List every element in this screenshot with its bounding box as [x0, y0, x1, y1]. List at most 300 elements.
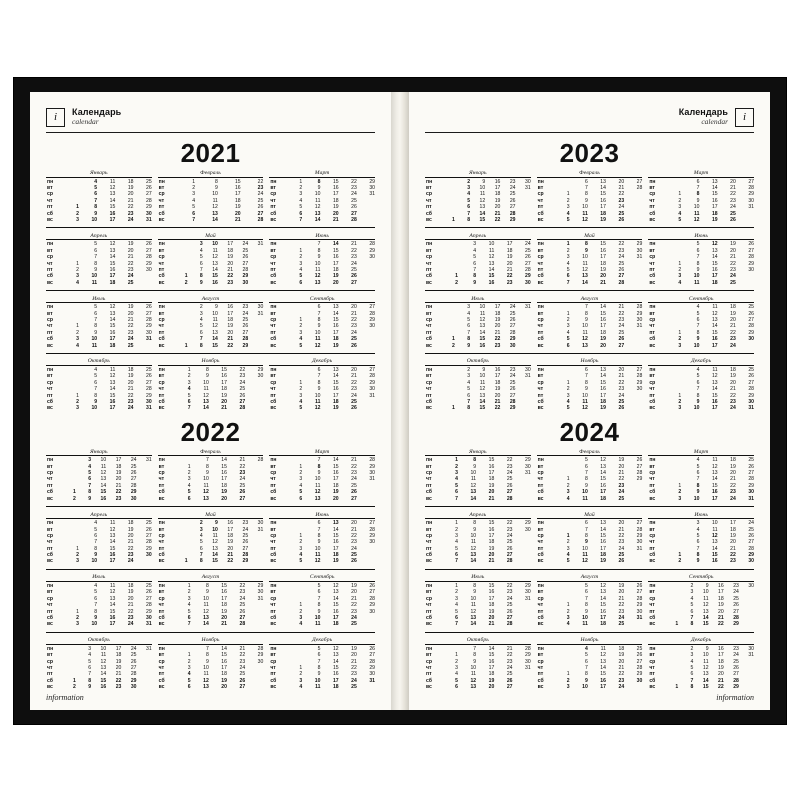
day-cell: 6 — [187, 614, 191, 621]
day-cell: 4 — [187, 386, 191, 393]
day-cell: 13 — [109, 595, 116, 602]
day-cell: 5 — [299, 342, 303, 349]
weekday-label: вс — [537, 405, 544, 412]
weekday-label: чт — [47, 197, 53, 204]
weekday-label: ср — [426, 379, 432, 386]
day-cell — [245, 621, 263, 627]
day-cell: 6 — [690, 671, 694, 678]
weekday-label: ср — [158, 595, 165, 602]
day-cell: 26 — [636, 582, 643, 589]
day-cell — [133, 558, 151, 564]
weekday-label: чт — [537, 260, 544, 267]
day-cell: 19 — [711, 216, 718, 223]
weekday-label: вс — [537, 279, 544, 286]
day-cell: 4 — [192, 197, 196, 204]
day-cell: 11 — [479, 191, 486, 198]
weekday-label: ср — [47, 191, 53, 198]
day-cell: 10 — [582, 545, 588, 552]
day-cell: 2 — [455, 526, 458, 533]
day-cell: 15 — [488, 652, 495, 659]
weekday-label: чт — [649, 386, 655, 393]
day-cell: 26 — [242, 539, 249, 546]
day-cell: 10 — [91, 336, 98, 343]
weekday-label: вс — [47, 405, 53, 412]
day-cell: 9 — [705, 645, 709, 652]
day-cell: 11 — [479, 379, 486, 386]
day-cell: 30 — [525, 178, 531, 185]
day-cell: 19 — [600, 558, 606, 565]
day-cell: 16 — [711, 399, 718, 406]
day-cell: 3 — [566, 684, 570, 691]
day-cell: 18 — [332, 197, 339, 204]
day-cell: 11 — [212, 197, 218, 204]
day-cell: 17 — [115, 645, 122, 652]
day-cell: 1 — [76, 204, 79, 211]
day-cell: 13 — [600, 178, 606, 185]
weekday-label: вт — [649, 463, 655, 470]
day-cell: 26 — [618, 336, 625, 343]
day-cell: 19 — [127, 241, 134, 248]
weekday-label: вт — [270, 526, 276, 533]
day-cell: 18 — [600, 621, 606, 628]
day-cell: 29 — [525, 457, 531, 464]
day-cell: 17 — [494, 373, 501, 380]
day-cell: 10 — [582, 614, 588, 621]
month-table — [158, 179, 264, 224]
day-cell: 22 — [506, 273, 513, 280]
day-cell: 23 — [618, 608, 625, 615]
weekday-label: сб — [537, 399, 544, 406]
month-name: Январь — [46, 170, 152, 178]
month-table — [425, 583, 531, 628]
day-cell: 19 — [488, 482, 495, 489]
day-cell: 24 — [730, 342, 736, 349]
day-cell: 21 — [488, 621, 495, 628]
day-cell: 13 — [100, 664, 107, 671]
day-cell: 25 — [242, 317, 249, 324]
weekday-label: вс — [158, 216, 165, 223]
day-cell: 17 — [600, 684, 606, 691]
weekday-label: вс — [426, 621, 432, 628]
day-cell: 24 — [506, 595, 513, 602]
day-cell: 1 — [566, 671, 570, 678]
day-cell: 30 — [130, 495, 137, 502]
day-cell: 30 — [257, 520, 264, 527]
day-cell: 30 — [146, 266, 152, 273]
weekday-label: вс — [270, 216, 277, 223]
day-cell: 29 — [257, 582, 264, 589]
day-cell: 4 — [88, 652, 92, 659]
day-cell: 9 — [317, 539, 321, 546]
day-cell: 2 — [187, 470, 191, 477]
weekday-label: вс — [537, 495, 544, 502]
day-cell: 27 — [146, 310, 152, 317]
weekday-label: вс — [426, 684, 432, 691]
day-cell: 22 — [227, 558, 234, 565]
day-cell: 21 — [127, 386, 134, 393]
day-cell: 29 — [636, 310, 643, 317]
day-cell: 9 — [317, 184, 321, 191]
day-cell: 15 — [221, 367, 227, 374]
year-block-2024 — [425, 416, 755, 691]
day-cell — [624, 496, 642, 502]
weekday-row — [269, 405, 375, 411]
day-cell: 12 — [203, 608, 209, 615]
day-cell: 26 — [636, 457, 643, 464]
weekday-label: сб — [270, 273, 277, 280]
day-cell: 27 — [146, 379, 152, 386]
day-cell: 15 — [332, 317, 339, 324]
day-cell: 27 — [748, 178, 755, 185]
day-cell: 28 — [748, 386, 755, 393]
month-table — [46, 520, 152, 565]
weekday-row — [537, 558, 643, 564]
weekday-label: пн — [649, 304, 656, 311]
month-table — [46, 241, 152, 286]
day-cell: 7 — [696, 323, 700, 330]
day-cell: 19 — [227, 254, 234, 261]
day-cell: 19 — [488, 545, 495, 552]
weekday-label: пн — [537, 241, 544, 248]
quarter-row — [46, 512, 375, 565]
day-cell: 28 — [257, 457, 264, 464]
weekday-label: ср — [649, 317, 656, 324]
day-cell: 26 — [351, 342, 357, 349]
day-cell: 8 — [473, 520, 477, 527]
day-cell: 21 — [494, 399, 501, 406]
day-cell: 2 — [566, 608, 570, 615]
weekday-label: сб — [270, 614, 277, 621]
day-cell: 1 — [566, 191, 570, 198]
day-cell: 6 — [467, 392, 471, 399]
weekday-row — [269, 280, 375, 286]
day-cell: 12 — [600, 457, 606, 464]
day-cell: 20 — [506, 260, 513, 267]
day-cell: 29 — [525, 582, 531, 589]
day-cell: 22 — [351, 247, 357, 254]
day-cell: 14 — [109, 197, 116, 204]
weekday-label: пн — [158, 241, 165, 248]
day-cell: 6 — [317, 652, 321, 659]
day-cell: 6 — [696, 317, 700, 324]
day-cell: 31 — [525, 595, 531, 602]
right-footer: information — [716, 693, 754, 702]
month-август — [537, 296, 643, 349]
day-cell: 10 — [314, 392, 321, 399]
day-cell: 10 — [314, 476, 321, 483]
quarter-row — [46, 358, 375, 411]
day-cell: 13 — [332, 367, 339, 374]
day-cell: 12 — [470, 608, 477, 615]
day-cell: 11 — [694, 210, 700, 217]
day-cell: 28 — [636, 526, 643, 533]
day-cell: 24 — [127, 336, 134, 343]
day-cell: 29 — [636, 602, 643, 609]
month-июль — [46, 574, 152, 627]
day-cell: 24 — [506, 532, 513, 539]
day-cell: 10 — [212, 310, 218, 317]
day-cell: 23 — [733, 582, 739, 589]
day-cell: 13 — [109, 247, 116, 254]
day-cell: 3 — [299, 476, 303, 483]
weekday-label: пт — [158, 392, 165, 399]
day-cell: 2 — [566, 197, 570, 204]
day-cell: 21 — [730, 545, 736, 552]
day-cell: 20 — [221, 684, 227, 691]
day-cell: 24 — [506, 470, 513, 477]
weekday-label: пн — [649, 582, 656, 589]
day-cell: 8 — [88, 677, 92, 684]
day-cell: 9 — [584, 386, 588, 393]
day-cell: 1 — [455, 273, 458, 280]
day-cell: 12 — [711, 310, 718, 317]
day-cell: 20 — [618, 520, 625, 527]
weekday-label: вс — [426, 216, 432, 223]
weekday-label: пт — [649, 545, 655, 552]
day-cell: 18 — [332, 336, 339, 343]
weekday-label: пн — [649, 457, 656, 464]
weekday-label: вс — [270, 342, 277, 349]
day-cell: 9 — [88, 495, 92, 502]
day-cell: 28 — [636, 664, 643, 671]
day-cell: 17 — [115, 457, 122, 464]
day-cell: 14 — [600, 470, 606, 477]
weekday-label: чт — [649, 197, 655, 204]
day-cell: 15 — [332, 664, 339, 671]
day-cell: 23 — [239, 470, 246, 477]
day-cell: 14 — [332, 526, 339, 533]
day-cell: 27 — [369, 589, 376, 596]
day-cell: 20 — [351, 304, 357, 311]
day-cell: 24 — [618, 254, 625, 261]
day-cell: 25 — [506, 602, 513, 609]
day-cell: 11 — [110, 367, 116, 374]
month-июнь — [269, 512, 375, 565]
day-cell: 9 — [205, 373, 209, 380]
day-cell: 24 — [127, 405, 134, 412]
month-январь — [46, 170, 152, 223]
day-cell: 31 — [257, 241, 264, 248]
day-cell — [624, 558, 642, 564]
day-cell: 26 — [506, 677, 513, 684]
day-cell: 17 — [711, 204, 718, 211]
day-cell: 17 — [332, 476, 339, 483]
day-cell: 16 — [227, 520, 234, 527]
day-cell: 29 — [130, 489, 137, 496]
day-cell: 27 — [146, 532, 152, 539]
day-cell: 16 — [332, 386, 339, 393]
day-cell: 16 — [479, 342, 486, 349]
day-cell: 17 — [600, 392, 606, 399]
day-cell: 2 — [199, 520, 203, 527]
weekday-row — [425, 405, 531, 411]
weekday-row — [158, 405, 264, 411]
day-cell — [624, 621, 642, 627]
day-cell: 25 — [509, 379, 516, 386]
day-cell: 2 — [452, 342, 455, 349]
weekday-row — [425, 496, 531, 502]
day-cell: 19 — [488, 608, 495, 615]
day-cell: 18 — [127, 178, 134, 185]
day-cell: 25 — [239, 602, 246, 609]
day-cell: 15 — [600, 602, 606, 609]
weekday-row — [158, 684, 264, 690]
weekday-label: сб — [426, 336, 432, 343]
day-cell: 27 — [733, 608, 739, 615]
weekday-row — [46, 280, 152, 286]
day-cell: 25 — [618, 495, 625, 502]
month-name: Ноябрь — [537, 358, 643, 366]
day-cell: 26 — [748, 532, 755, 539]
day-cell: 5 — [317, 645, 321, 652]
day-cell: 28 — [636, 470, 643, 477]
day-cell: 18 — [494, 310, 501, 317]
day-cell: 30 — [257, 589, 264, 596]
day-cell: 22 — [127, 204, 134, 211]
weekday-row — [537, 343, 643, 349]
day-cell: 19 — [494, 317, 501, 324]
weekday-label: пт — [47, 392, 53, 399]
day-cell: 28 — [636, 304, 643, 311]
weekday-label: сб — [649, 677, 656, 684]
day-cell: 4 — [94, 367, 98, 374]
month-name: Сентябрь — [648, 574, 754, 582]
day-cell: 28 — [748, 476, 755, 483]
day-cell: 2 — [678, 336, 682, 343]
day-cell: 14 — [711, 254, 718, 261]
day-cell: 7 — [584, 373, 588, 380]
month-name: Апрель — [46, 512, 152, 520]
month-table — [269, 179, 375, 224]
day-cell: 7 — [317, 595, 321, 602]
day-cell: 21 — [618, 664, 625, 671]
day-cell: 19 — [332, 405, 339, 412]
day-cell: 4 — [696, 457, 700, 464]
day-cell: 10 — [212, 241, 218, 248]
weekday-row — [158, 217, 264, 223]
day-cell: 24 — [509, 304, 516, 311]
planner-pages — [30, 92, 770, 710]
day-cell: 4 — [566, 329, 570, 336]
day-cell: 20 — [227, 545, 234, 552]
month-февраль — [158, 449, 264, 502]
weekday-label: пн — [158, 582, 165, 589]
day-cell: 6 — [94, 532, 98, 539]
day-cell: 1 — [187, 582, 191, 589]
day-cell: 14 — [488, 645, 495, 652]
day-cell: 27 — [506, 489, 513, 496]
day-cell: 10 — [693, 405, 700, 412]
day-cell: 19 — [600, 336, 606, 343]
day-cell: 28 — [146, 254, 152, 261]
day-cell: 21 — [730, 386, 736, 393]
day-cell: 20 — [494, 204, 501, 211]
weekday-label: вс — [47, 684, 53, 691]
day-cell: 12 — [693, 216, 700, 223]
day-cell: 14 — [332, 310, 339, 317]
day-cell: 26 — [239, 489, 246, 496]
day-cell: 31 — [146, 621, 152, 628]
day-cell: 9 — [473, 463, 477, 470]
month-май — [158, 233, 264, 286]
day-cell: 27 — [636, 520, 643, 527]
day-cell: 22 — [730, 482, 736, 489]
day-cell: 27 — [239, 684, 246, 691]
day-cell: 2 — [455, 658, 458, 665]
weekday-label: вт — [426, 373, 432, 380]
day-cell: 1 — [566, 532, 570, 539]
day-cell: 7 — [205, 645, 209, 652]
day-cell: 2 — [467, 367, 471, 374]
left-page — [30, 92, 391, 710]
day-cell: 21 — [506, 266, 513, 273]
day-cell: 15 — [488, 520, 495, 527]
day-cell: 25 — [351, 399, 357, 406]
month-name: Ноябрь — [158, 637, 264, 645]
day-cell: 11 — [212, 532, 218, 539]
day-cell — [357, 343, 375, 349]
day-cell: 23 — [509, 178, 516, 185]
day-cell: 20 — [227, 260, 234, 267]
day-cell: 30 — [130, 684, 137, 691]
day-cell: 7 — [317, 373, 321, 380]
day-cell: 31 — [257, 595, 264, 602]
day-cell: 2 — [678, 489, 682, 496]
day-cell: 4 — [473, 247, 477, 254]
day-cell: 13 — [100, 476, 107, 483]
weekday-row — [648, 405, 754, 411]
day-cell: 4 — [299, 552, 303, 559]
day-cell: 9 — [482, 367, 486, 374]
day-cell: 14 — [332, 595, 339, 602]
weekday-label: сб — [426, 552, 432, 559]
weekday-label: вс — [537, 558, 544, 565]
weekday-label: пт — [270, 671, 276, 678]
day-cell: 14 — [109, 317, 116, 324]
year-block-2023 — [425, 140, 754, 412]
day-cell — [516, 343, 531, 349]
day-cell: 23 — [506, 589, 513, 596]
day-cell: 5 — [88, 658, 92, 665]
day-cell: 29 — [636, 241, 643, 248]
month-июль — [425, 574, 531, 627]
weekday-label: ср — [537, 595, 544, 602]
day-cell: 16 — [227, 304, 234, 311]
day-cell: 27 — [618, 273, 625, 280]
day-cell: 11 — [582, 210, 588, 217]
month-сентябрь — [269, 296, 375, 349]
day-cell: 19 — [221, 489, 227, 496]
day-cell: 24 — [257, 191, 264, 198]
day-cell: 25 — [351, 336, 357, 343]
weekday-label: сб — [426, 273, 432, 280]
weekday-row — [269, 343, 375, 349]
weekday-label: ср — [426, 317, 432, 324]
weekday-row — [648, 558, 754, 564]
day-cell: 20 — [730, 178, 736, 185]
header-title-ru: Календарь — [72, 107, 122, 118]
weekday-label: чт — [47, 386, 53, 393]
day-cell: 1 — [73, 677, 76, 684]
day-cell: 7 — [566, 279, 570, 286]
month-table — [46, 367, 152, 412]
day-cell: 20 — [351, 652, 357, 659]
day-cell: 6 — [584, 178, 588, 185]
weekday-label: чт — [270, 323, 276, 330]
weekday-label: ср — [47, 470, 53, 477]
month-name: Октябрь — [46, 637, 152, 645]
day-cell: 13 — [711, 178, 718, 185]
